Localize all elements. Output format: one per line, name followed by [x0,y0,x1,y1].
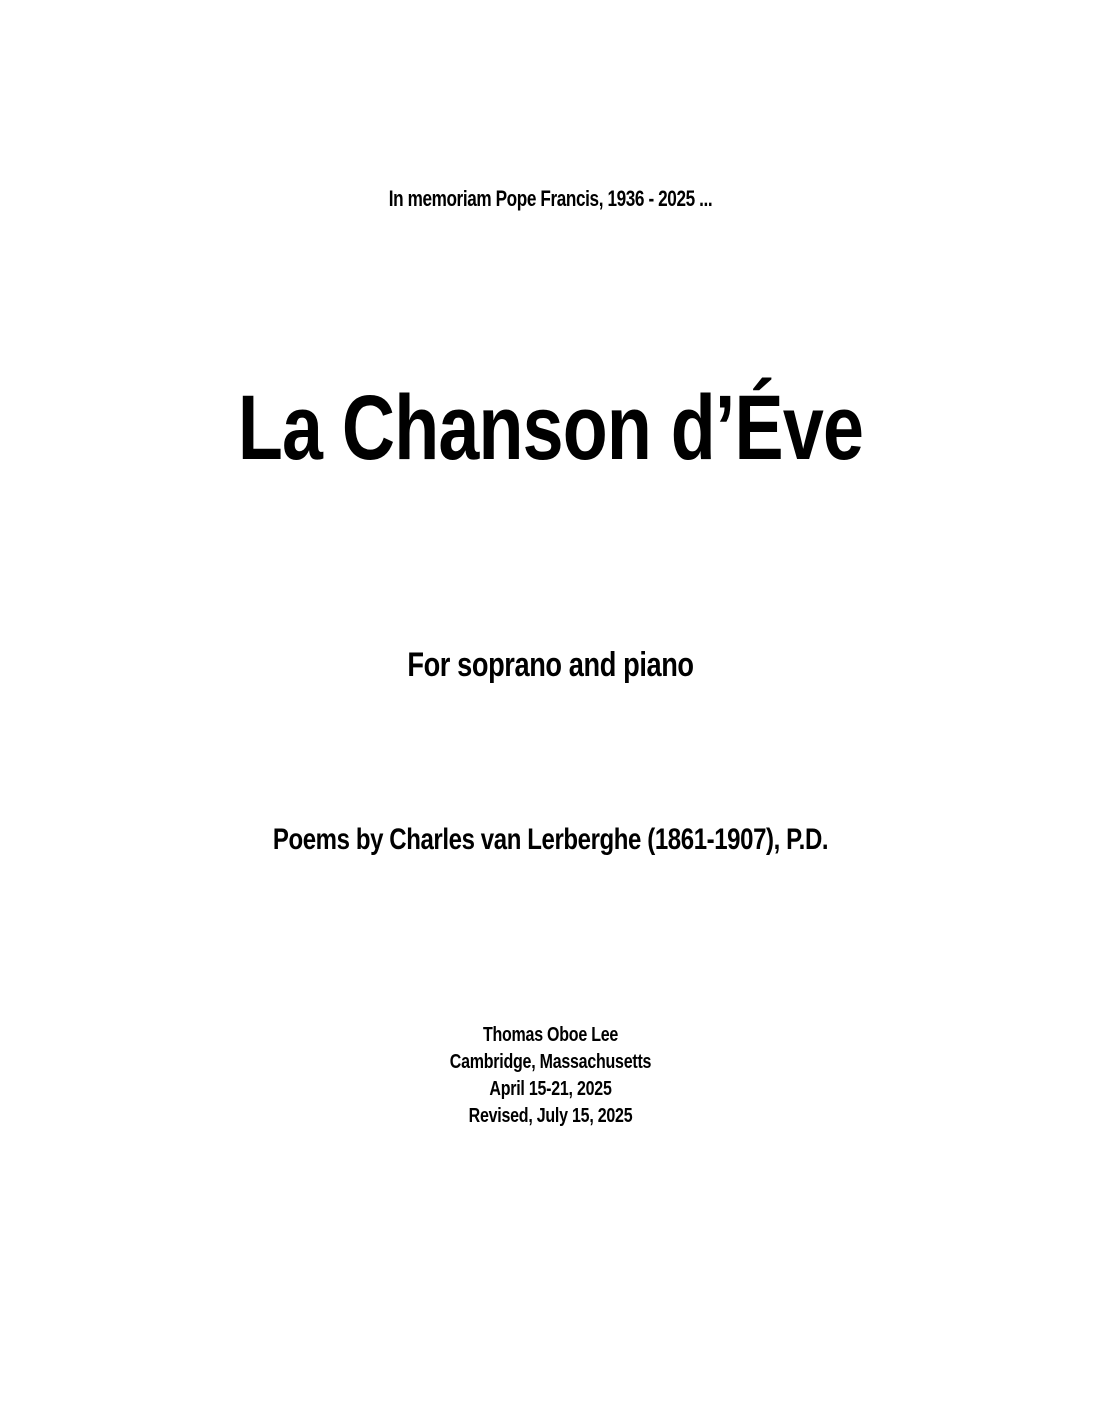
poems-credit: Poems by Charles van Lerberghe (1861-1907), P.D. [272,823,829,856]
work-title: La Chanson d’Éve [237,377,864,479]
dedication-line: In memoriam Pope Francis, 1936 - 2025 ... [388,186,713,211]
composition-dates: April 15-21, 2025 [489,1078,612,1100]
composer-name: Thomas Oboe Lee [482,1024,619,1046]
composer-credits [110,1022,991,1130]
instrumentation-subtitle: For soprano and piano [407,646,694,684]
revision-date: Revised, July 15, 2025 [468,1105,633,1127]
composer-location: Cambridge, Massachusetts [449,1051,652,1073]
